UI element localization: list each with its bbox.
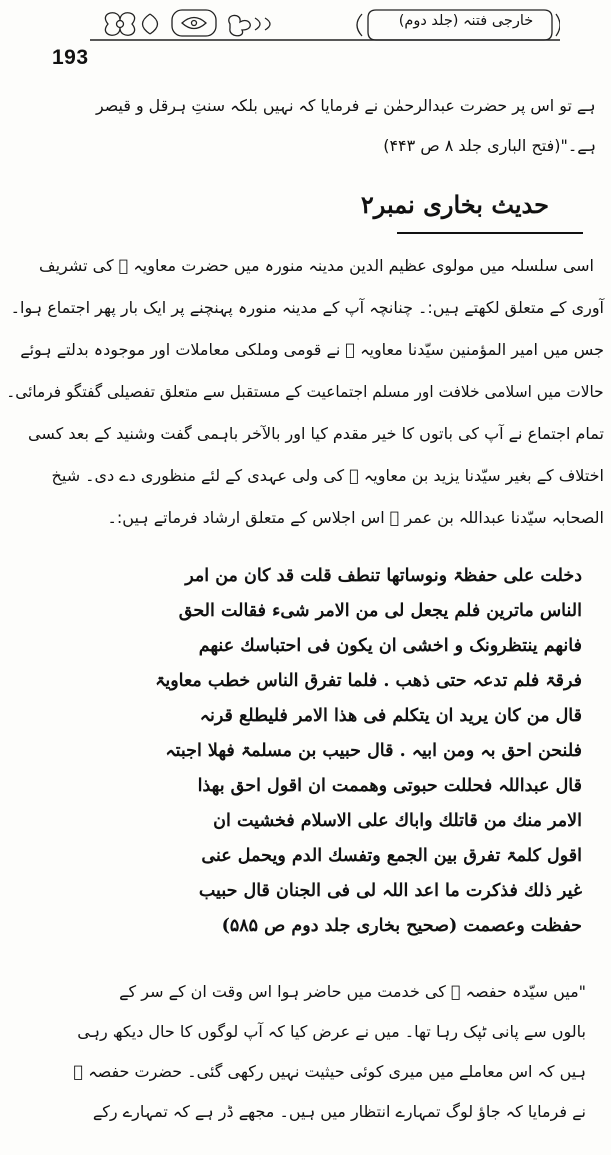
text-line: الناس ماترین فلم یجعل لی من الامر شیء فقالت الحق bbox=[178, 601, 582, 621]
text-line: اختلاف کے بغیر سیّدنا یزید بن معاویہ ﷛ کی ولی عہدی کے لئے منظوری دے دی۔ شیخ bbox=[51, 466, 604, 485]
text-line: فانھم ینتظرونک و اخشی ان یکون فی احتباسك عنھم bbox=[198, 636, 582, 656]
text-line: اسی سلسلہ میں مولوی عظیم الدین مدینہ منورہ میں حضرت معاویہ ﷛ کی تشریف bbox=[39, 256, 594, 275]
text-line: قال من کان یرید ان یتکلم فی ھذا الامر فلیطلع قرنہ bbox=[199, 706, 582, 726]
text-line: فرقۃ فلم تدعہ حتی ذھب . فلما تفرق الناس خطب معاویۃ bbox=[155, 671, 582, 691]
text-line: فلنحن احق بہ ومن ابیہ . قال حبیب بن مسلمۃ فھلا اجبتہ bbox=[165, 741, 582, 761]
text-line: نے فرمایا کہ جاؤ لوگ تمہارے انتظار میں ہیں۔ مجھے ڈر ہے کہ تمہارے رکے bbox=[92, 1102, 586, 1121]
text-line: دخلت علی حفظۃ ونوساتھا تنطف قلت قد کان من امر bbox=[185, 566, 582, 586]
text-line: قال عبداللہ فحللت حبوتی وھممت ان اقول احق بھذا bbox=[197, 776, 582, 796]
text-line: ہے تو اس پر حضرت عبدالرحمٰن نے فرمایا کہ نہیں بلکہ سنتِ ہرقل و قیصر bbox=[96, 96, 596, 115]
text-line: غیر ذلك فذکرت ما اعد اللہ لی فی الجنان قال حبیب bbox=[198, 881, 582, 901]
text-line: جس میں امیر المؤمنین سیّدنا معاویہ ﷛ نے قومی وملکی معاملات اور موجودہ بدلتے ہوئے bbox=[20, 340, 604, 359]
text-line: آوری کے متعلق لکھتے ہیں:۔ چنانچہ آپ کے مدینہ منورہ پہنچنے پر ایک بار پھر اجتماع ہوا۔ bbox=[10, 298, 604, 317]
translation-paragraph bbox=[20, 982, 586, 1152]
page-number: 193 bbox=[52, 46, 89, 69]
arabic-quote bbox=[60, 566, 582, 976]
text-line: بالوں سے پانی ٹپک رہا تھا۔ میں نے عرض کیا کہ آپ لوگوں کا حال دیکھ رہی bbox=[77, 1022, 586, 1041]
section-heading: حدیث بخاری نمبر۲ bbox=[360, 190, 549, 219]
page-header bbox=[0, 0, 611, 69]
text-line: تمام اجتماع نے آپ کی باتوں کا خیر مقدم کیا اور بالآخر باہمی گفت وشنید کے بعد کسی bbox=[28, 424, 604, 443]
text-line: الامر منك من قاتلك واباك علی الاسلام فخشیت ان bbox=[213, 811, 582, 831]
text-line: اقول کلمۃ تفرق بین الجمع وتفسك الدم ویحمل عنی bbox=[201, 846, 582, 866]
text-line: "میں سیّدہ حفصہ ﷛ کی خدمت میں حاضر ہوا اس وقت ان کے سر کے bbox=[119, 982, 586, 1001]
text-line: حفظت وعصمت (صحیح بخاری جلد دوم ص ۵۸۵) bbox=[221, 916, 582, 936]
text-line: حالات میں اسلامی خلافت اور مسلم اجتماعیت کے مستقبل سے متعلق تفصیلی گفتگو فرمائی۔ bbox=[6, 382, 604, 401]
running-title: خارجی فتنہ (جلد دوم) bbox=[398, 13, 534, 29]
text-line: الصحابہ سیّدنا عبداللہ بن عمر ﷛ اس اجلاس کے متعلق ارشاد فرماتے ہیں:۔ bbox=[107, 508, 604, 527]
text-line: ہیں کہ اس معاملے میں میری کوئی حیثیت نہیں رکھی گئی۔ حضرت حفصہ ﷛ bbox=[73, 1062, 586, 1081]
urdu-paragraph bbox=[6, 256, 604, 546]
heading-underline bbox=[397, 232, 583, 234]
text-line: ہے۔"(فتح الباری جلد ۸ ص ۴۴۳) bbox=[383, 136, 596, 155]
